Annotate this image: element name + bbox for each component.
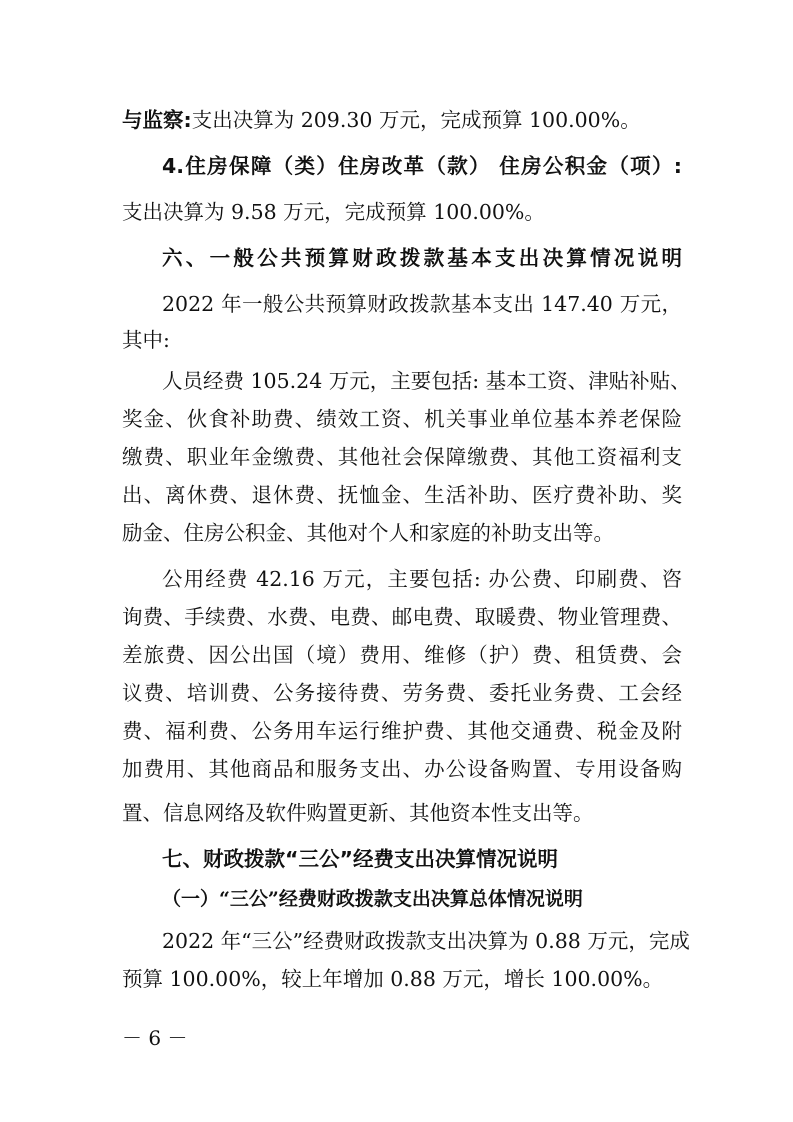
paragraph-line: 议费、培训费、公务接待费、劳务费、委托业务费、工会经 — [122, 681, 682, 705]
paragraph-line: 奖金、伙食补助费、绩效工资、机关事业单位基本养老保险 — [122, 407, 682, 431]
paragraph-line: 人员经费 105.24 万元，主要包括: 基本工资、津贴补贴、 — [162, 369, 691, 393]
page-number: － 6 － — [122, 1026, 188, 1050]
paragraph-line: 公用经费 42.16 万元，主要包括: 办公费、印刷费、咨 — [162, 567, 682, 591]
paragraph-line: 缴费、职业年金缴费、其他社会保障缴费、其他工资福利支 — [122, 445, 682, 469]
paragraph-line: 预算 100.00%，较上年增加 0.88 万元，增长 100.00%。 — [122, 967, 664, 991]
line-text: 支出决算为 209.30 万元，完成预算 100.00%。 — [191, 108, 641, 132]
section-heading: 七、财政拨款“三公”经费支出决算情况说明 — [162, 847, 558, 871]
paragraph-line: 其中: — [122, 328, 170, 352]
subsection-heading: 4.住房保障（类）住房改革（款） 住房公积金（项）: — [162, 154, 682, 178]
paragraph-line: 励金、住房公积金、其他对个人和家庭的补助支出等。 — [122, 521, 614, 545]
paragraph-line: 2022 年“三公”经费财政拨款支出决算为 0.88 万元，完成 — [162, 929, 690, 953]
paragraph-line: 询费、手续费、水费、电费、邮电费、取暖费、物业管理费、 — [122, 605, 682, 629]
paragraph-line: 费、福利费、公务用车运行维护费、其他交通费、税金及附 — [122, 719, 682, 743]
paragraph-line — [122, 101, 682, 139]
section-heading: 六、一般公共预算财政拨款基本支出决算情况说明 — [162, 246, 682, 270]
paragraph-line: 加费用、其他商品和服务支出、办公设备购置、专用设备购 — [122, 757, 682, 781]
paragraph-line: 差旅费、因公出国（境）费用、维修（护）费、租赁费、会 — [122, 643, 682, 667]
paragraph-line: 支出决算为 9.58 万元，完成预算 100.00%。 — [122, 200, 545, 224]
inline-bold-heading: 与监察: — [122, 108, 192, 132]
subsection-heading: （一）“三公”经费财政拨款支出决算总体情况说明 — [162, 888, 583, 910]
paragraph-line: 出、离休费、退休费、抚恤金、生活补助、医疗费补助、奖 — [122, 483, 682, 507]
paragraph-line: 置、信息网络及软件购置更新、其他资本性支出等。 — [122, 801, 594, 825]
paragraph-line: 2022 年一般公共预算财政拨款基本支出 147.40 万元， — [162, 292, 682, 316]
